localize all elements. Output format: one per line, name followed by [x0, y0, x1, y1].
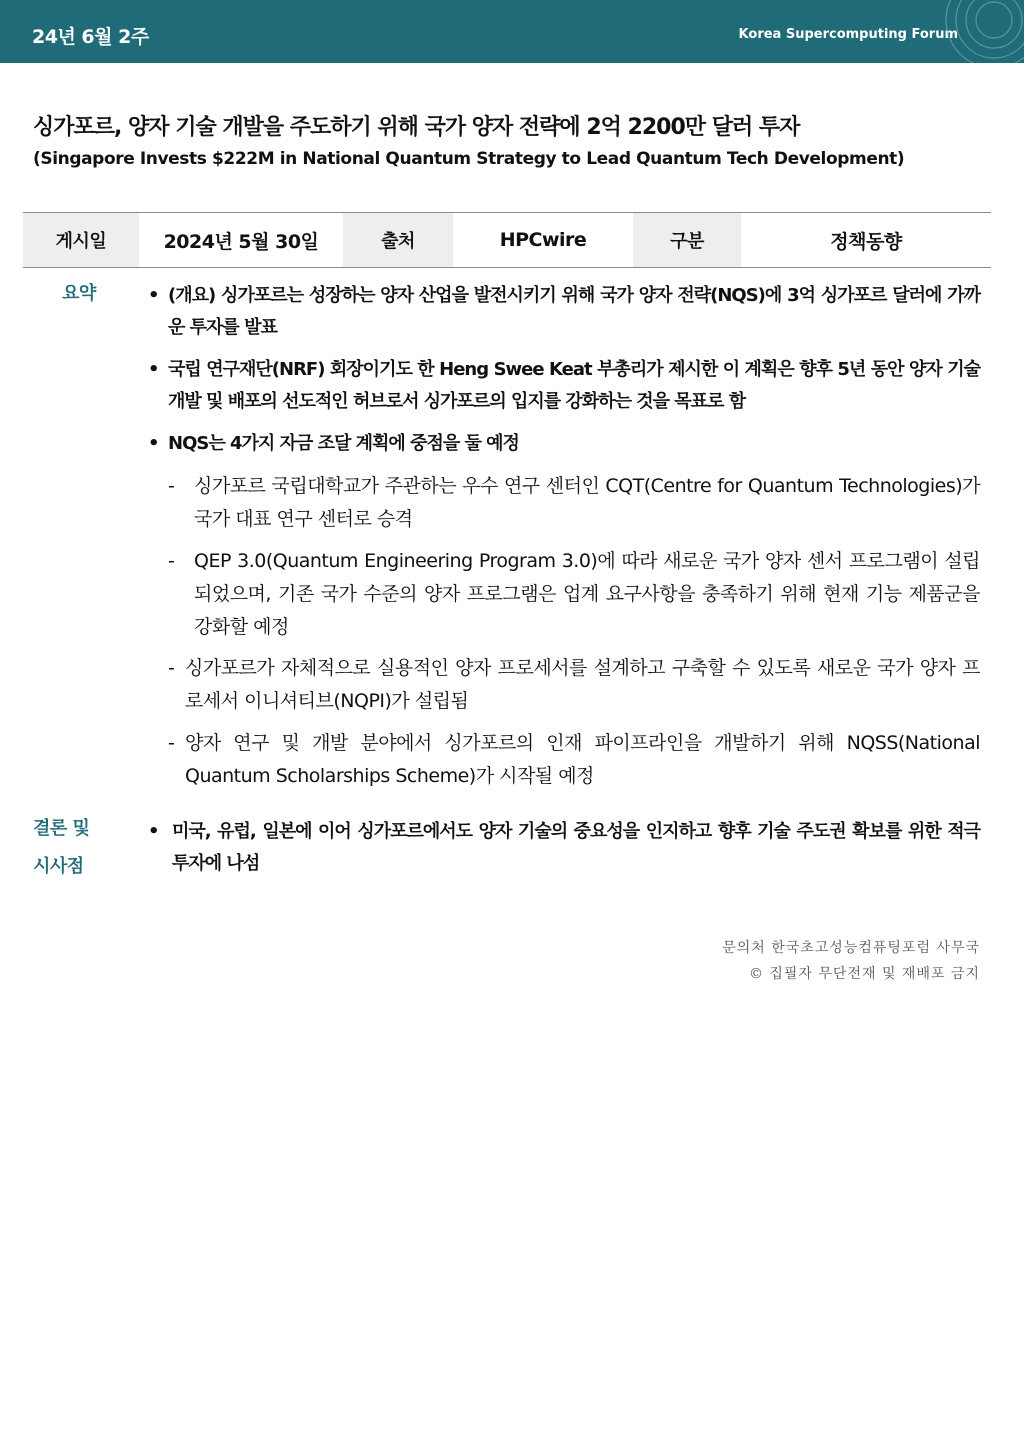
- summary-sub-item: [168, 652, 980, 718]
- summary-bullet-text: 국립 연구재단(NRF) 회장이기도 한 Heng Swee Keat 부총리가 제시한 이 계획은 향후 5년 동안 양자 기술 개발 및 배포의 선도적인 허브로서 싱가포르의 입지를 강화하는 것을 목표로 함: [168, 359, 980, 412]
- summary-sub-item-text: 싱가포르가 자체적으로 실용적인 양자 프로세서를 설계하고 구축할 수 있도록 새로운 국가 양자 프로세서 이니셔티브(NQPI)가 설립됨: [185, 657, 980, 712]
- footer: [722, 935, 980, 987]
- summary-sub-item: [168, 470, 980, 536]
- summary-bullet-text: NQS는 4가지 자금 조달 계획에 중점을 둘 예정: [168, 433, 519, 454]
- dash-marker: -: [168, 475, 175, 497]
- conclusion-label-line2: 시사점: [33, 856, 84, 877]
- article-title-korean: 싱가포르, 양자 기술 개발을 주도하기 위해 국가 양자 전략에 2억 2200만 달러 투자: [33, 115, 800, 140]
- category-value: 정책동향: [741, 213, 991, 267]
- dash-marker: -: [168, 732, 175, 754]
- conclusion-bullet: [148, 816, 980, 880]
- source-label: 출처: [343, 213, 453, 267]
- info-table: [23, 212, 991, 268]
- summary-sub-item: [168, 727, 980, 793]
- bullet-dot-icon: •: [148, 359, 159, 380]
- summary-sub-item-text: QEP 3.0(Quantum Engineering Program 3.0)에 따라 새로운 국가 양자 센서 프로그램이 설립되었으며, 기존 국가 수준의 양자 프로그램은 업계 요구사항을 충족하기 위해 현재 기능 제품군을 강화할 예정: [194, 550, 980, 638]
- summary-bullet: [148, 280, 980, 344]
- summary-bullet-text: (개요) 싱가포르는 성장하는 양자 산업을 발전시키기 위해 국가 양자 전략(NQS)에 3억 싱가포르 달러에 가까운 투자를 발표: [168, 285, 980, 338]
- dash-marker: -: [168, 657, 175, 679]
- conclusion-label-line1: 결론 및: [33, 818, 90, 839]
- forum-name: Korea Supercomputing Forum: [738, 27, 958, 42]
- footer-contact: 문의처 한국초고성능컴퓨팅포럼 사무국: [722, 940, 980, 956]
- posted-date-value: 2024년 5월 30일: [139, 213, 343, 267]
- footer-copyright: © 집필자 무단전재 및 재배포 금지: [748, 966, 980, 982]
- category-label: 구분: [633, 213, 741, 267]
- summary-bullet: [148, 428, 980, 460]
- summary-sub-item: [168, 545, 980, 644]
- summary-bullet: [148, 354, 980, 418]
- conclusion-bullet-text: 미국, 유럽, 일본에 이어 싱가포르에서도 양자 기술의 중요성을 인지하고 향후 기술 주도권 확보를 위한 적극 투자에 나섬: [172, 821, 980, 874]
- dash-marker: -: [168, 550, 175, 572]
- summary-sub-item-text: 싱가포르 국립대학교가 주관하는 우수 연구 센터인 CQT(Centre for Quantum Technologies)가 국가 대표 연구 센터로 승격: [194, 475, 980, 530]
- conclusion-label: [33, 810, 89, 886]
- week-label: 24년 6월 2주: [32, 26, 149, 48]
- article-title-english: (Singapore Invests $222M in National Quantum Strategy to Lead Quantum Tech Development): [33, 149, 905, 169]
- summary-sub-item-text: 양자 연구 및 개발 분야에서 싱가포르의 인재 파이프라인을 개발하기 위해 NQSS(National Quantum Scholarships Scheme)가 시작될 예정: [185, 732, 980, 787]
- summary-label: 요약: [62, 283, 96, 304]
- source-value: HPCwire: [453, 213, 633, 267]
- bullet-dot-icon: •: [148, 821, 159, 842]
- posted-date-label: 게시일: [23, 213, 139, 267]
- bullet-dot-icon: •: [148, 433, 159, 454]
- bullet-dot-icon: •: [148, 285, 159, 306]
- header-band: [0, 0, 1024, 63]
- swirl-decoration-icon: [924, 0, 1024, 63]
